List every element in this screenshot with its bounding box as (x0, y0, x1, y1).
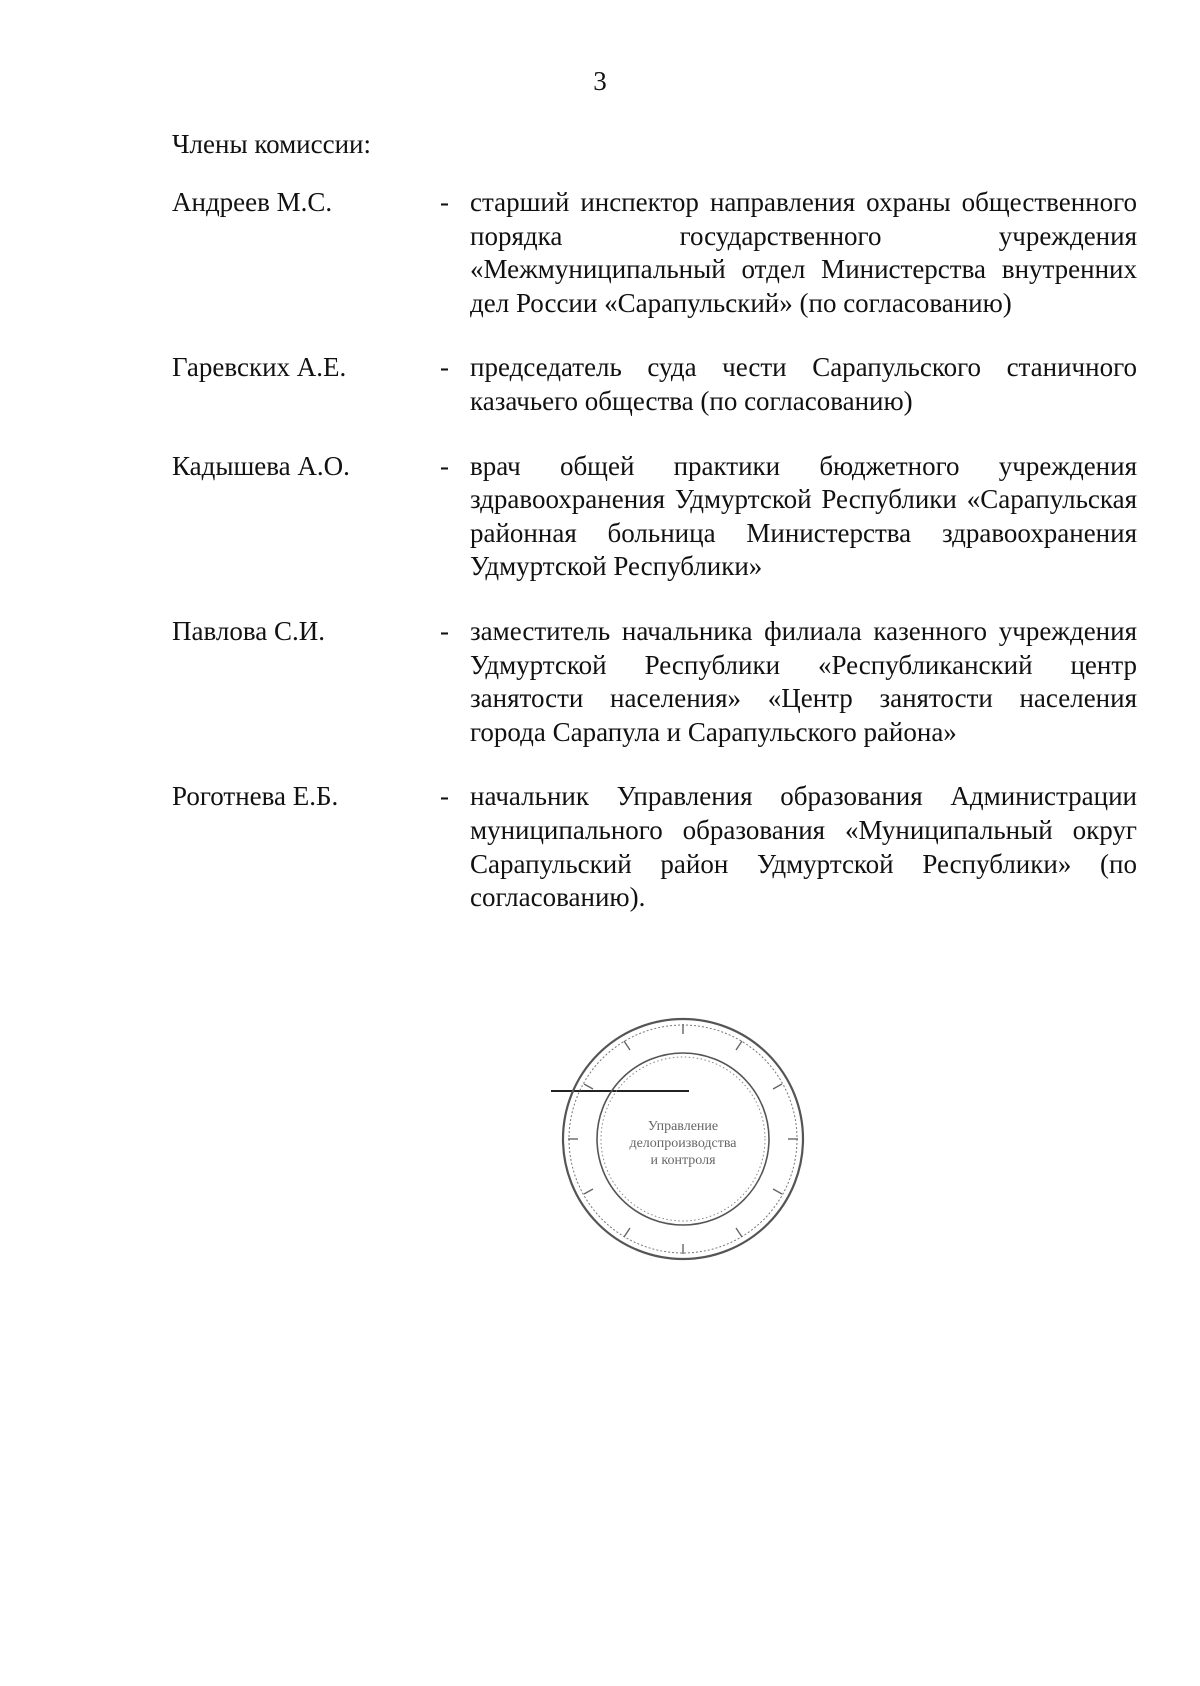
member-row (172, 450, 1142, 584)
member-role: заместитель начальника филиала казенного учреждения Удмуртской Республики «Республиканский центр занятости населения» «Центр занятости населения города Сарапула и Сарапульского района» (470, 615, 1137, 747)
stamp-line-1: Управление (647, 1119, 719, 1134)
members-list (172, 186, 1142, 946)
official-stamp (560, 1016, 806, 1262)
member-dash: - (440, 781, 449, 812)
page-number: 3 (593, 66, 607, 96)
member-dash: - (440, 352, 449, 383)
member-name: Андреев М.С. (172, 187, 333, 217)
member-row (172, 780, 1142, 914)
member-name: Гаревских А.Е. (172, 352, 347, 383)
member-role: начальник Управления образования Администрации муниципального образования «Муниципальный округ Сарапульский район Удмуртской Республики» (по согласованию). (470, 781, 1137, 913)
member-role: председатель суда чести Сарапульского станичного казачьего общества (по согласованию) (470, 352, 1137, 416)
member-role: старший инспектор направления охраны общественного порядка государственного учреждения «Межмуниципальный отдел Министерства внутренних дел России «Сарапульский» (по согласованию) (470, 187, 1137, 318)
member-row (172, 351, 1142, 418)
stamp-line-3: и контроля (650, 1153, 716, 1168)
member-row (172, 615, 1142, 749)
member-name: Кадышева А.О. (172, 450, 350, 481)
member-dash: - (440, 450, 449, 481)
member-name: Павлова С.И. (172, 615, 325, 646)
stamp-line-2: делопроизводства (629, 1136, 737, 1151)
member-dash: - (440, 615, 449, 646)
member-dash: - (440, 187, 449, 217)
section-heading: Члены комиссии: (172, 129, 371, 159)
member-row (172, 186, 1142, 320)
member-name: Роготнева Е.Б. (172, 781, 339, 812)
member-role: врач общей практики бюджетного учреждения здравоохранения Удмуртской Республики «Сарапульская районная больница Министерства здравоохранения Удмуртской Республики» (470, 450, 1137, 582)
